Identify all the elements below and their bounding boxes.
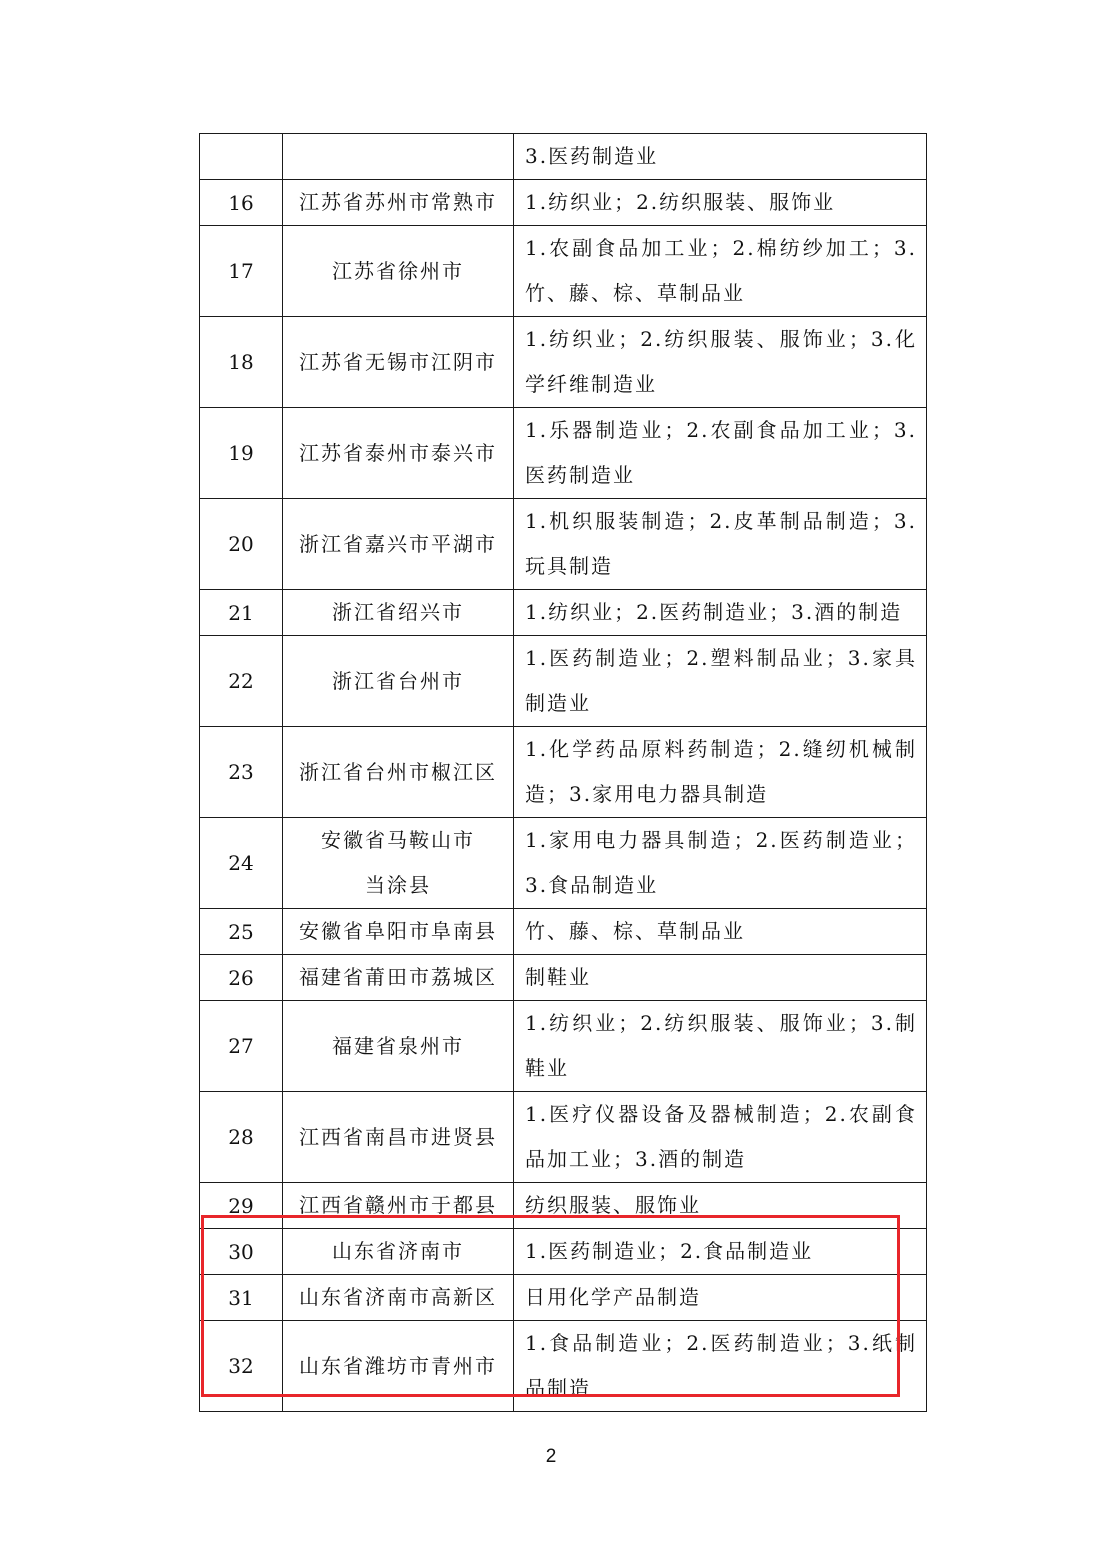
region-cell: 江西省赣州市于都县 xyxy=(283,1183,514,1229)
table-row xyxy=(200,1001,927,1092)
row-number xyxy=(200,134,283,180)
industries-cell: 1.纺织业；2.医药制造业；3.酒的制造 xyxy=(514,590,927,636)
row-number: 30 xyxy=(200,1229,283,1275)
industries-cell: 1.家用电力器具制造；2.医药制造业；3.食品制造业 xyxy=(514,818,927,909)
region-cell: 浙江省嘉兴市平湖市 xyxy=(283,499,514,590)
industries-cell: 1.纺织业；2.纺织服装、服饰业 xyxy=(514,180,927,226)
row-number: 16 xyxy=(200,180,283,226)
industries-cell: 1.化学药品原料药制造；2.缝纫机械制造；3.家用电力器具制造 xyxy=(514,727,927,818)
table-row xyxy=(200,636,927,727)
table-row xyxy=(200,590,927,636)
region-cell: 浙江省绍兴市 xyxy=(283,590,514,636)
row-number: 27 xyxy=(200,1001,283,1092)
page-number: 2 xyxy=(545,1446,557,1467)
row-number: 28 xyxy=(200,1092,283,1183)
region-cell: 山东省济南市 xyxy=(283,1229,514,1275)
industries-cell: 1.农副食品加工业；2.棉纺纱加工；3.竹、藤、棕、草制品业 xyxy=(514,226,927,317)
industries-cell: 1.纺织业；2.纺织服装、服饰业；3.制鞋业 xyxy=(514,1001,927,1092)
table-row xyxy=(200,1229,927,1275)
row-number: 23 xyxy=(200,727,283,818)
table-row xyxy=(200,180,927,226)
region-cell: 江苏省无锡市江阴市 xyxy=(283,317,514,408)
row-number: 31 xyxy=(200,1275,283,1321)
industries-cell: 1.医疗仪器设备及器械制造；2.农副食品加工业；3.酒的制造 xyxy=(514,1092,927,1183)
row-number: 26 xyxy=(200,955,283,1001)
row-number: 24 xyxy=(200,818,283,909)
region-line: 安徽省马鞍山市 xyxy=(321,828,475,852)
table-row xyxy=(200,955,927,1001)
region-cell: 江苏省苏州市常熟市 xyxy=(283,180,514,226)
table-row xyxy=(200,818,927,909)
row-number: 21 xyxy=(200,590,283,636)
industries-cell: 日用化学产品制造 xyxy=(514,1275,927,1321)
table-row xyxy=(200,408,927,499)
row-number: 19 xyxy=(200,408,283,499)
row-number: 18 xyxy=(200,317,283,408)
table-row xyxy=(200,727,927,818)
region-cell xyxy=(283,134,514,180)
table-row xyxy=(200,499,927,590)
table-row xyxy=(200,1275,927,1321)
region-cell: 福建省泉州市 xyxy=(283,1001,514,1092)
industries-cell: 1.机织服装制造；2.皮革制品制造；3.玩具制造 xyxy=(514,499,927,590)
industries-cell: 纺织服装、服饰业 xyxy=(514,1183,927,1229)
table-row xyxy=(200,134,927,180)
row-number: 22 xyxy=(200,636,283,727)
region-cell: 山东省济南市高新区 xyxy=(283,1275,514,1321)
table-row xyxy=(200,909,927,955)
table-row xyxy=(200,226,927,317)
row-number: 29 xyxy=(200,1183,283,1229)
industries-cell: 1.医药制造业；2.塑料制品业；3.家具制造业 xyxy=(514,636,927,727)
table-row xyxy=(200,1092,927,1183)
region-cell: 江苏省泰州市泰兴市 xyxy=(283,408,514,499)
row-number: 20 xyxy=(200,499,283,590)
industries-cell: 制鞋业 xyxy=(514,955,927,1001)
region-cell: 浙江省台州市椒江区 xyxy=(283,727,514,818)
industries-cell: 3.医药制造业 xyxy=(514,134,927,180)
region-cell: 安徽省阜阳市阜南县 xyxy=(283,909,514,955)
table-row xyxy=(200,1183,927,1229)
region-cell xyxy=(283,818,514,909)
industries-cell: 1.纺织业；2.纺织服装、服饰业；3.化学纤维制造业 xyxy=(514,317,927,408)
industries-cell: 1.乐器制造业；2.农副食品加工业；3.医药制造业 xyxy=(514,408,927,499)
region-cell: 浙江省台州市 xyxy=(283,636,514,727)
region-cell: 福建省莆田市荔城区 xyxy=(283,955,514,1001)
row-number: 25 xyxy=(200,909,283,955)
region-industry-table xyxy=(199,133,927,1412)
row-number: 17 xyxy=(200,226,283,317)
industries-cell: 竹、藤、棕、草制品业 xyxy=(514,909,927,955)
region-cell: 山东省潍坊市青州市 xyxy=(283,1321,514,1412)
region-cell: 江西省南昌市进贤县 xyxy=(283,1092,514,1183)
table-row xyxy=(200,1321,927,1412)
industries-cell: 1.医药制造业；2.食品制造业 xyxy=(514,1229,927,1275)
region-cell: 江苏省徐州市 xyxy=(283,226,514,317)
region-line: 当涂县 xyxy=(365,873,431,897)
industries-cell: 1.食品制造业；2.医药制造业；3.纸制品制造 xyxy=(514,1321,927,1412)
row-number: 32 xyxy=(200,1321,283,1412)
table-row xyxy=(200,317,927,408)
